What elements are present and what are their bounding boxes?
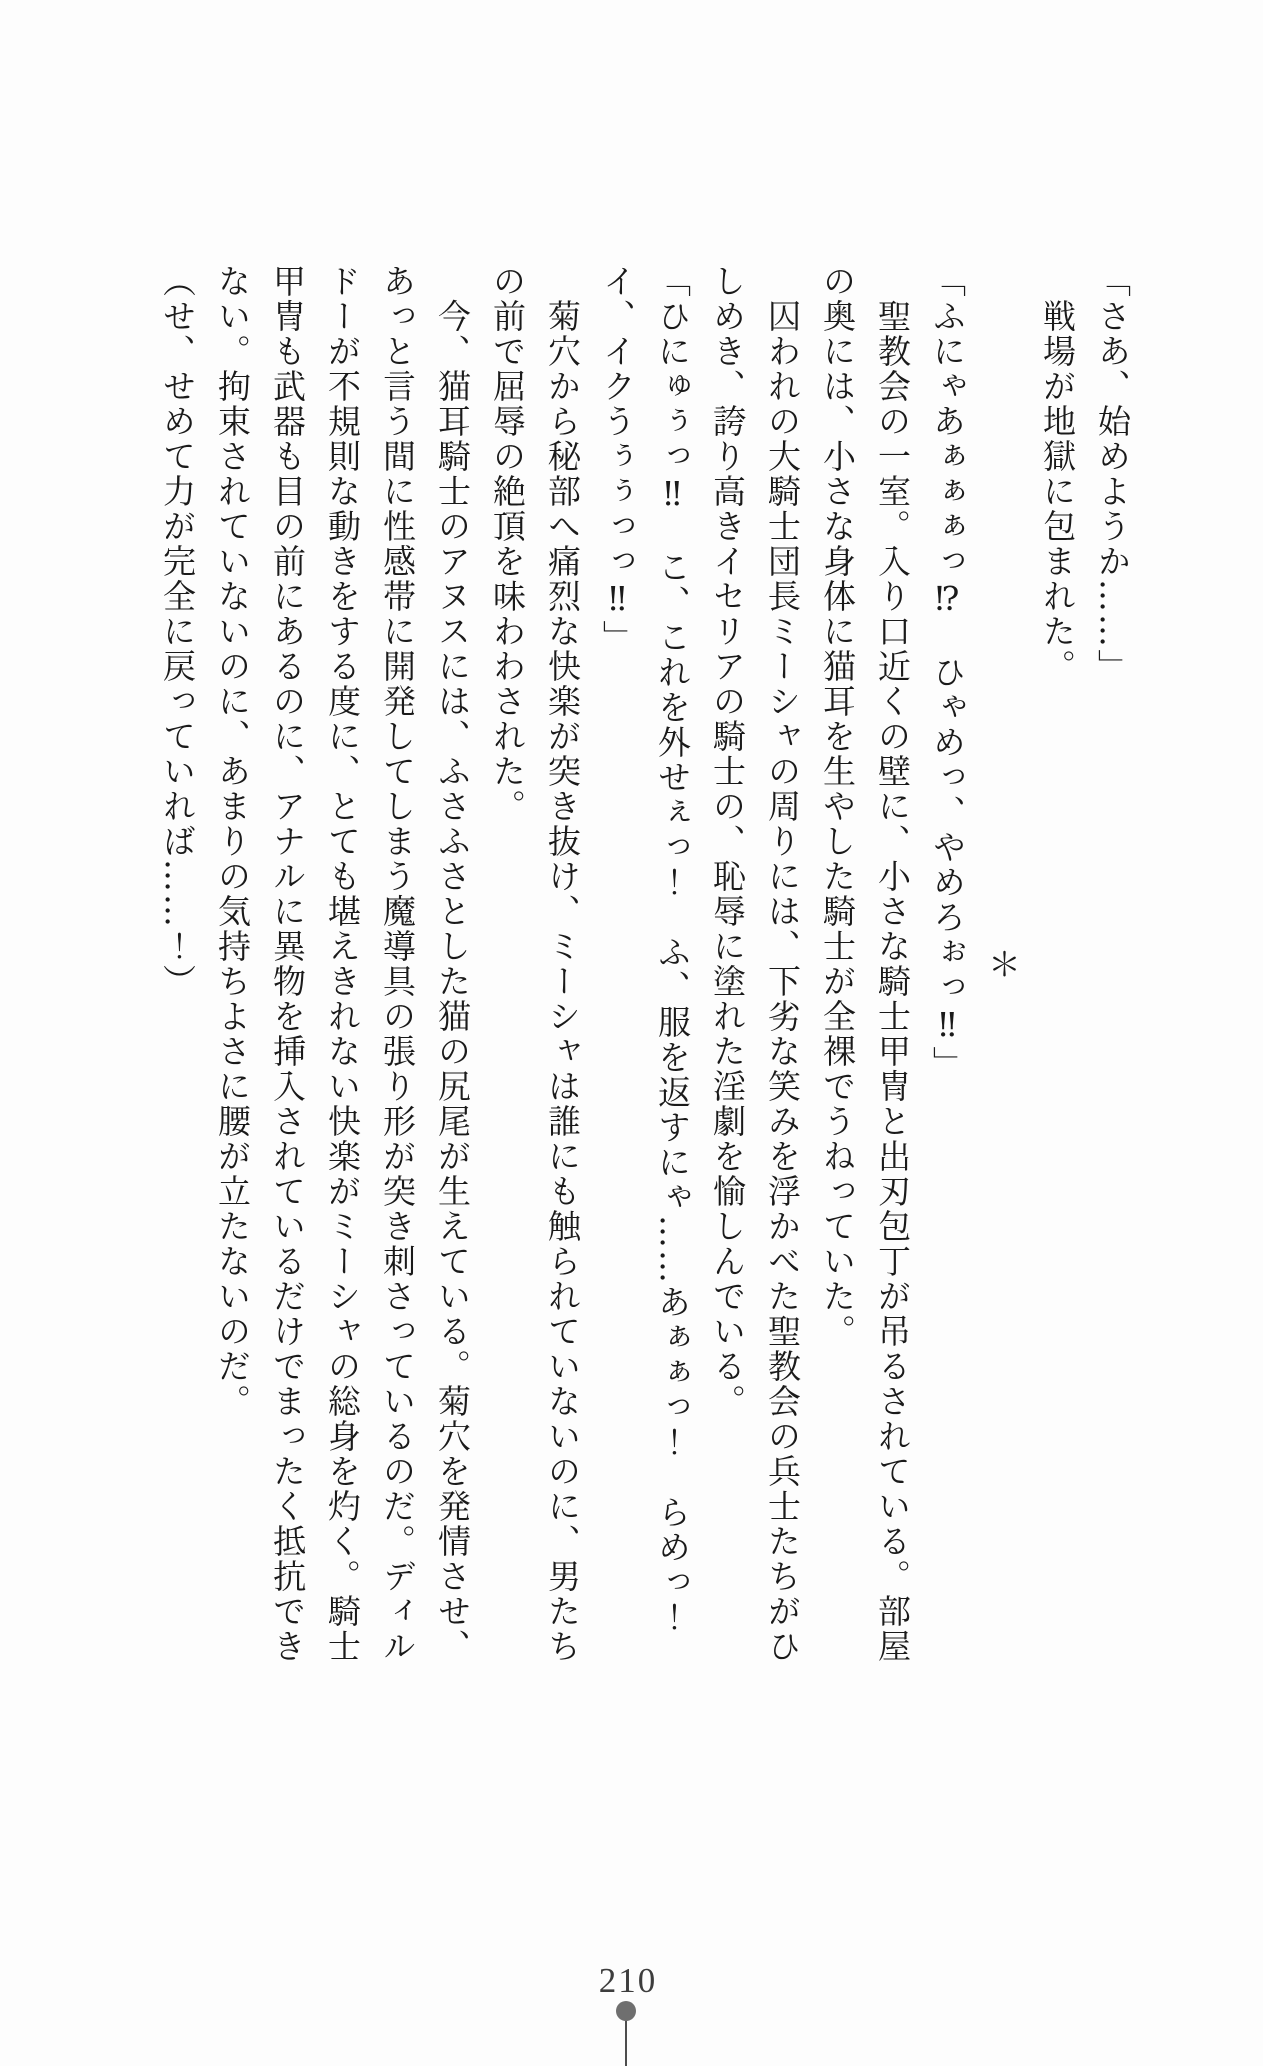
paragraph-dialogue-6: 「ひにゅぅっ‼ こ、これを外せぇっ！ ふ、服を返すにゃ……あぁぁっ！ らめっ！イ、イクうぅぅっっ‼」 xyxy=(598,264,692,1635)
paragraph-narrative-7: 菊穴から秘部へ痛烈な快楽が突き抜け、ミーシャは誰にも触られていないのに、男たちの前で屈辱の絶頂を味わわされた。 xyxy=(488,264,582,1664)
paragraph-narrative-5: 囚われの大騎士団長ミーシャの周りには、下劣な笑みを浮かべた聖教会の兵士たちがひしめき、誇り高きイセリアの騎士の、恥辱に塗れた淫劇を愉しんでいる。 xyxy=(708,264,802,1664)
paragraph-dialogue-0: 「さあ、始めようか……」 xyxy=(1093,264,1132,684)
footer-ornament-circle xyxy=(616,2001,636,2021)
paragraph-thought-9: （せ、せめて力が完全に戻っていれば……！） xyxy=(158,264,197,999)
page-number: 210 xyxy=(598,1961,658,2000)
paragraph-separator-2: ＊ xyxy=(983,947,1022,982)
paragraph-narrative-1: 戦場が地獄に包まれた。 xyxy=(1038,299,1077,684)
text-block xyxy=(150,264,1140,1667)
paragraph-narrative-4: 聖教会の一室。入り口近くの壁に、小さな騎士甲冑と出刃包丁が吊るされている。部屋の奥には、小さな身体に猫耳を生やした騎士が全裸でうねっていた。 xyxy=(818,264,912,1664)
paragraph-dialogue-3: 「ふにゃあぁぁぁっ⁉ ひゃめっ、やめろぉっ‼」 xyxy=(928,264,967,1081)
paragraph-narrative-8: 今、猫耳騎士のアヌスには、ふさふさとした猫の尻尾が生えている。菊穴を発情させ、あっと言う間に性感帯に開発してしまう魔導具の張り形が突き刺さっているのだ。ディルドーが不規則な動きをする度に、とても堪えきれない快楽がミーシャの総身を灼く。騎士甲冑も武器も目の前にあるのに、アナルに異物を挿入されているだけでまったく抵抗できない。拘束されていないのに、あまりの気持ちよさに腰が立たないのだ。 xyxy=(213,264,472,1664)
